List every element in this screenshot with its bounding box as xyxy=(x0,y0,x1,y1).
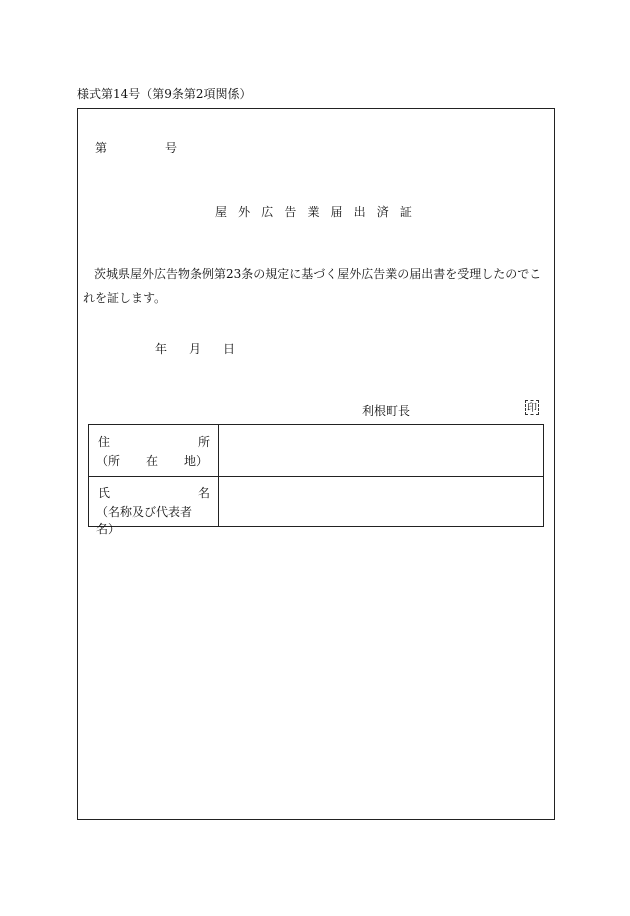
date-line xyxy=(155,340,235,357)
applicant-table xyxy=(88,424,544,536)
address-sublabel xyxy=(96,452,208,469)
certificate-number-line xyxy=(95,139,177,156)
title-char: 外 xyxy=(238,205,251,219)
title-char: 証 xyxy=(399,205,412,219)
name-label-part: 名 xyxy=(197,486,210,500)
document-title xyxy=(215,203,412,220)
address-label xyxy=(98,433,210,450)
title-char: 出 xyxy=(353,205,366,219)
title-char: 済 xyxy=(376,205,389,219)
table-row-address xyxy=(89,425,543,477)
certificate-body-text: 茨城県屋外広告物条例第23条の規定に基づく屋外広告業の届出書を受理したのでこれを証します。 xyxy=(83,267,542,305)
seal-mark: 印 xyxy=(525,400,539,415)
form-number-label: 様式第14号（第9条第2項関係） xyxy=(77,87,252,101)
date-day: 日 xyxy=(222,342,235,356)
title-char: 届 xyxy=(330,205,343,219)
title-char: 屋 xyxy=(215,205,228,219)
date-year: 年 xyxy=(155,342,168,356)
address-sublabel-part: （所 xyxy=(96,454,121,468)
address-label-cell xyxy=(89,425,219,476)
issuer-name: 利根町長 xyxy=(362,404,411,418)
address-sublabel-part: 在 xyxy=(145,454,158,468)
address-label-part: 住 xyxy=(98,435,111,449)
title-char: 業 xyxy=(307,205,320,219)
address-label-part: 所 xyxy=(197,435,210,449)
title-char: 広 xyxy=(261,205,274,219)
number-suffix: 号 xyxy=(164,141,177,155)
name-label-part: 氏 xyxy=(98,486,111,500)
name-value-cell xyxy=(219,476,543,526)
table-row-name xyxy=(89,476,543,536)
number-prefix: 第 xyxy=(95,141,108,155)
name-label xyxy=(98,484,210,501)
date-month: 月 xyxy=(188,342,201,356)
address-sublabel-part: 地） xyxy=(183,454,208,468)
address-value-cell xyxy=(219,425,543,476)
name-label-cell xyxy=(89,476,219,536)
name-sublabel: （名称及び代表者名） xyxy=(96,505,193,536)
title-char: 告 xyxy=(284,205,297,219)
